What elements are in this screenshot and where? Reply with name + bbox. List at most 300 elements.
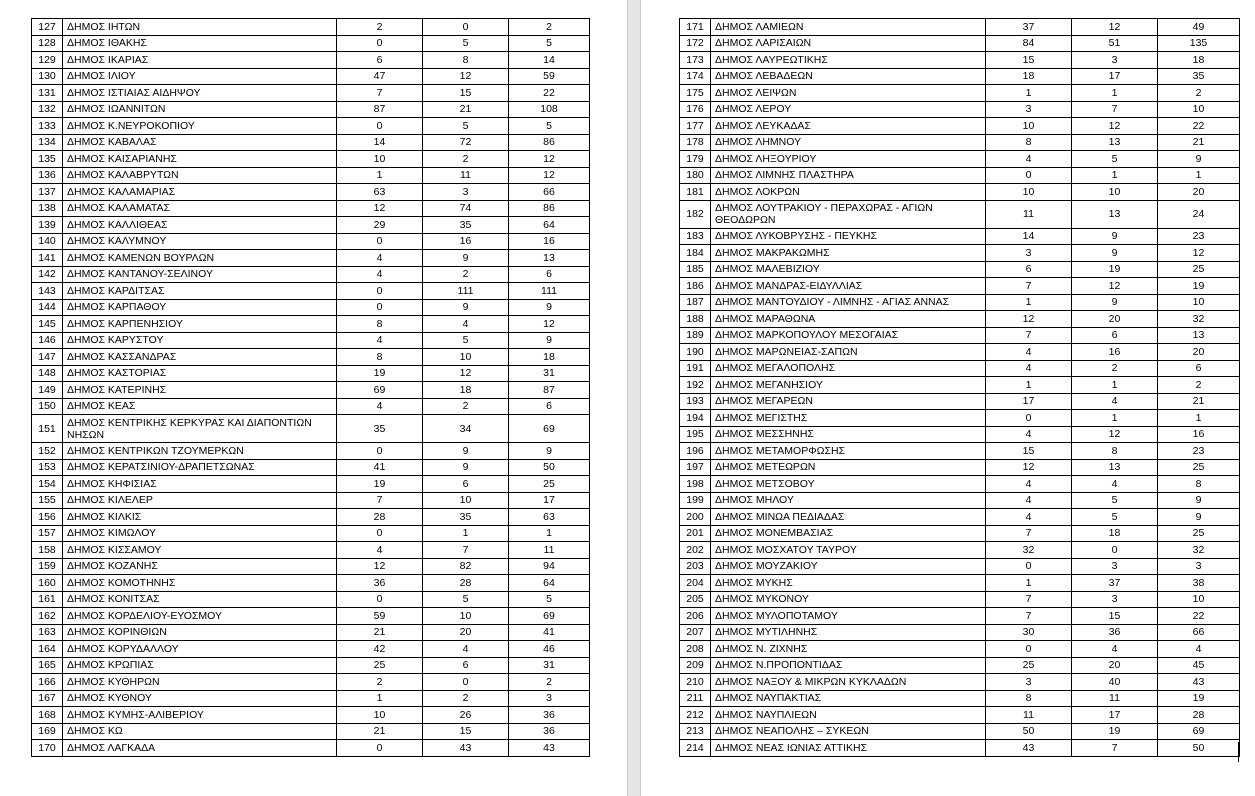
total-value: 6 — [509, 266, 590, 283]
municipality-name: ΔΗΜΟΣ ΚΑΜΕΝΩΝ ΒΟΥΡΛΩΝ — [63, 250, 337, 267]
municipality-name: ΔΗΜΟΣ ΜΟΝΕΜΒΑΣΙΑΣ — [711, 525, 986, 542]
total-value: 69 — [1158, 723, 1240, 740]
total-value: 87 — [509, 382, 590, 399]
table-row — [680, 641, 1240, 658]
value-b: 17 — [1072, 707, 1158, 724]
table-row — [680, 245, 1240, 262]
municipality-name: ΔΗΜΟΣ ΙΩΑΝΝΙΤΩΝ — [63, 101, 337, 118]
total-value: 16 — [509, 233, 590, 250]
municipality-name: ΔΗΜΟΣ ΝΑΞΟΥ & ΜΙΚΡΩΝ ΚΥΚΛΑΔΩΝ — [711, 674, 986, 691]
municipality-name: ΔΗΜΟΣ ΛΕΥΚΑΔΑΣ — [711, 118, 986, 135]
total-value: 2 — [509, 674, 590, 691]
municipality-name: ΔΗΜΟΣ ΜΕΤΑΜΟΡΦΩΣΗΣ — [711, 443, 986, 460]
value-b: 16 — [1072, 344, 1158, 361]
value-b: 2 — [1072, 360, 1158, 377]
table-row — [32, 101, 590, 118]
total-value: 2 — [1158, 377, 1240, 394]
total-value: 25 — [1158, 525, 1240, 542]
table-row — [680, 674, 1240, 691]
total-value: 10 — [1158, 294, 1240, 311]
total-value: 46 — [509, 641, 590, 658]
value-a: 11 — [986, 707, 1072, 724]
row-number: 128 — [32, 35, 63, 52]
value-b: 11 — [423, 167, 509, 184]
municipality-name: ΔΗΜΟΣ ΚΑΝΤΑΝΟΥ-ΣΕΛΙΝΟΥ — [63, 266, 337, 283]
municipality-name: ΔΗΜΟΣ ΜΟΥΖΑΚΙΟΥ — [711, 558, 986, 575]
value-a: 15 — [986, 443, 1072, 460]
value-b: 6 — [423, 476, 509, 493]
row-number: 158 — [32, 542, 63, 559]
value-a: 28 — [337, 509, 423, 526]
table-row — [32, 19, 590, 36]
text-cursor — [1238, 742, 1239, 762]
municipality-name: ΔΗΜΟΣ ΚΗΦΙΣΙΑΣ — [63, 476, 337, 493]
row-number: 212 — [680, 707, 711, 724]
table-row — [680, 261, 1240, 278]
value-a: 0 — [337, 233, 423, 250]
value-a: 30 — [986, 624, 1072, 641]
municipality-name: ΔΗΜΟΣ ΜΑΡΩΝΕΙΑΣ-ΣΑΠΩΝ — [711, 344, 986, 361]
total-value: 9 — [1158, 509, 1240, 526]
row-number: 162 — [32, 608, 63, 625]
value-a: 7 — [986, 525, 1072, 542]
value-b: 9 — [423, 459, 509, 476]
value-b: 37 — [1072, 575, 1158, 592]
row-number: 152 — [32, 443, 63, 460]
table-row — [32, 542, 590, 559]
row-number: 159 — [32, 558, 63, 575]
row-number: 207 — [680, 624, 711, 641]
table-row — [680, 344, 1240, 361]
value-a: 4 — [337, 542, 423, 559]
row-number: 173 — [680, 52, 711, 69]
row-number: 189 — [680, 327, 711, 344]
row-number: 205 — [680, 591, 711, 608]
total-value: 43 — [1158, 674, 1240, 691]
total-value: 64 — [509, 575, 590, 592]
municipality-name: ΔΗΜΟΣ ΜΗΛΟΥ — [711, 492, 986, 509]
total-value: 1 — [509, 525, 590, 542]
municipality-name: ΔΗΜΟΣ ΚΑΤΕΡΙΝΗΣ — [63, 382, 337, 399]
value-a: 1 — [986, 294, 1072, 311]
value-a: 19 — [337, 365, 423, 382]
table-row — [680, 101, 1240, 118]
table-row — [32, 365, 590, 382]
value-a: 8 — [986, 134, 1072, 151]
row-number: 137 — [32, 184, 63, 201]
table-row — [32, 134, 590, 151]
municipality-name: ΔΗΜΟΣ ΝΕΑΣ ΙΩΝΙΑΣ ΑΤΤΙΚΗΣ — [711, 740, 986, 757]
row-number: 134 — [32, 134, 63, 151]
row-number: 187 — [680, 294, 711, 311]
value-b: 34 — [423, 415, 509, 443]
table-row — [680, 525, 1240, 542]
value-b: 5 — [423, 332, 509, 349]
row-number: 194 — [680, 410, 711, 427]
municipality-name: ΔΗΜΟΣ ΚΑΡΠΕΝΗΣΙΟΥ — [63, 316, 337, 333]
table-row — [680, 740, 1240, 757]
table-row — [680, 85, 1240, 102]
total-value: 11 — [509, 542, 590, 559]
municipality-name: ΔΗΜΟΣ ΛΗΞΟΥΡΙΟΥ — [711, 151, 986, 168]
value-b: 12 — [1072, 19, 1158, 36]
table-row — [32, 299, 590, 316]
table-row — [680, 35, 1240, 52]
value-b: 9 — [423, 250, 509, 267]
table-row — [32, 250, 590, 267]
row-number: 208 — [680, 641, 711, 658]
municipality-name: ΔΗΜΟΣ ΛΟΥΤΡΑΚΙΟΥ - ΠΕΡΑΧΩΡΑΣ - ΑΓΙΩΝ ΘΕΟΔΩΡΩΝ — [711, 200, 986, 228]
value-b: 17 — [1072, 68, 1158, 85]
value-b: 82 — [423, 558, 509, 575]
value-b: 7 — [1072, 101, 1158, 118]
municipality-name: ΔΗΜΟΣ ΙΚΑΡΙΑΣ — [63, 52, 337, 69]
row-number: 161 — [32, 591, 63, 608]
row-number: 148 — [32, 365, 63, 382]
row-number: 156 — [32, 509, 63, 526]
value-a: 0 — [986, 410, 1072, 427]
table-row — [680, 278, 1240, 295]
row-number: 164 — [32, 641, 63, 658]
municipality-name: ΔΗΜΟΣ Ν. ΖΙΧΝΗΣ — [711, 641, 986, 658]
total-value: 14 — [509, 52, 590, 69]
value-a: 11 — [986, 200, 1072, 228]
row-number: 167 — [32, 690, 63, 707]
table-row — [32, 349, 590, 366]
value-a: 14 — [986, 228, 1072, 245]
value-a: 18 — [986, 68, 1072, 85]
municipality-name: ΔΗΜΟΣ ΜΕΓΑΛΟΠΟΛΗΣ — [711, 360, 986, 377]
total-value: 64 — [509, 217, 590, 234]
value-b: 15 — [423, 723, 509, 740]
value-b: 5 — [1072, 509, 1158, 526]
table-row — [32, 476, 590, 493]
value-a: 19 — [337, 476, 423, 493]
row-number: 201 — [680, 525, 711, 542]
row-number: 204 — [680, 575, 711, 592]
row-number: 179 — [680, 151, 711, 168]
total-value: 32 — [1158, 542, 1240, 559]
total-value: 12 — [1158, 245, 1240, 262]
table-row — [680, 492, 1240, 509]
municipality-name: ΔΗΜΟΣ ΚΙΛΚΙΣ — [63, 509, 337, 526]
total-value: 22 — [1158, 608, 1240, 625]
table-row — [680, 624, 1240, 641]
value-b: 10 — [423, 492, 509, 509]
table-row — [32, 575, 590, 592]
total-value: 25 — [1158, 261, 1240, 278]
value-b: 9 — [1072, 228, 1158, 245]
value-b: 1 — [1072, 167, 1158, 184]
total-value: 41 — [509, 624, 590, 641]
municipality-name: ΔΗΜΟΣ ΛΑΜΙΕΩΝ — [711, 19, 986, 36]
municipality-name: ΔΗΜΟΣ ΚΕΑΣ — [63, 398, 337, 415]
municipality-name: ΔΗΜΟΣ ΚΑΣΣΑΝΔΡΑΣ — [63, 349, 337, 366]
total-value: 21 — [1158, 393, 1240, 410]
total-value: 66 — [509, 184, 590, 201]
municipality-name: ΔΗΜΟΣ ΜΥΚΗΣ — [711, 575, 986, 592]
value-b: 36 — [1072, 624, 1158, 641]
value-b: 12 — [1072, 278, 1158, 295]
value-b: 9 — [423, 443, 509, 460]
row-number: 198 — [680, 476, 711, 493]
municipality-name: ΔΗΜΟΣ ΙΘΑΚΗΣ — [63, 35, 337, 52]
value-b: 13 — [1072, 459, 1158, 476]
value-b: 13 — [1072, 200, 1158, 228]
total-value: 9 — [1158, 151, 1240, 168]
value-a: 12 — [337, 200, 423, 217]
value-a: 41 — [337, 459, 423, 476]
value-a: 4 — [986, 344, 1072, 361]
total-value: 25 — [509, 476, 590, 493]
municipality-name: ΔΗΜΟΣ ΛΗΜΝΟΥ — [711, 134, 986, 151]
value-b: 2 — [423, 266, 509, 283]
table-row — [32, 167, 590, 184]
table-row — [32, 398, 590, 415]
table-row — [32, 85, 590, 102]
value-b: 10 — [423, 349, 509, 366]
table-row — [32, 608, 590, 625]
value-b: 20 — [1072, 657, 1158, 674]
table-row — [680, 443, 1240, 460]
total-value: 10 — [1158, 101, 1240, 118]
value-a: 47 — [337, 68, 423, 85]
row-number: 141 — [32, 250, 63, 267]
municipality-name: ΔΗΜΟΣ ΚΩ — [63, 723, 337, 740]
table-row — [680, 476, 1240, 493]
total-value: 43 — [509, 740, 590, 757]
table-row — [32, 217, 590, 234]
row-number: 140 — [32, 233, 63, 250]
row-number: 166 — [32, 674, 63, 691]
total-value: 108 — [509, 101, 590, 118]
table-row — [32, 332, 590, 349]
table-row — [680, 459, 1240, 476]
total-value: 59 — [509, 68, 590, 85]
row-number: 188 — [680, 311, 711, 328]
table-row — [32, 657, 590, 674]
total-value: 2 — [509, 19, 590, 36]
municipalities-table-left — [31, 18, 590, 757]
value-a: 2 — [337, 19, 423, 36]
value-b: 7 — [1072, 740, 1158, 757]
table-row — [680, 134, 1240, 151]
value-b: 12 — [423, 68, 509, 85]
total-value: 19 — [1158, 278, 1240, 295]
municipality-name: ΔΗΜΟΣ ΜΕΤΣΟΒΟΥ — [711, 476, 986, 493]
total-value: 45 — [1158, 657, 1240, 674]
total-value: 13 — [509, 250, 590, 267]
municipality-name: ΔΗΜΟΣ ΚΑΡΥΣΤΟΥ — [63, 332, 337, 349]
value-b: 4 — [1072, 476, 1158, 493]
table-row — [680, 52, 1240, 69]
row-number: 165 — [32, 657, 63, 674]
table-row — [680, 360, 1240, 377]
value-a: 59 — [337, 608, 423, 625]
value-b: 5 — [423, 118, 509, 135]
total-value: 5 — [509, 35, 590, 52]
municipality-name: ΔΗΜΟΣ ΜΟΣΧΑΤΟΥ ΤΑΥΡΟΥ — [711, 542, 986, 559]
value-a: 3 — [986, 674, 1072, 691]
row-number: 186 — [680, 278, 711, 295]
value-b: 0 — [423, 19, 509, 36]
value-a: 0 — [337, 591, 423, 608]
value-a: 4 — [337, 266, 423, 283]
value-b: 74 — [423, 200, 509, 217]
page-gutter — [627, 0, 641, 796]
value-a: 4 — [337, 398, 423, 415]
row-number: 176 — [680, 101, 711, 118]
row-number: 185 — [680, 261, 711, 278]
value-b: 15 — [423, 85, 509, 102]
row-number: 142 — [32, 266, 63, 283]
value-b: 6 — [423, 657, 509, 674]
total-value: 9 — [1158, 492, 1240, 509]
value-b: 5 — [1072, 151, 1158, 168]
row-number: 210 — [680, 674, 711, 691]
value-a: 8 — [337, 316, 423, 333]
value-b: 3 — [1072, 558, 1158, 575]
total-value: 5 — [509, 118, 590, 135]
table-row — [32, 151, 590, 168]
value-a: 87 — [337, 101, 423, 118]
value-a: 43 — [986, 740, 1072, 757]
row-number: 183 — [680, 228, 711, 245]
row-number: 168 — [32, 707, 63, 724]
municipality-name: ΔΗΜΟΣ ΜΑΛΕΒΙΖΙΟΥ — [711, 261, 986, 278]
total-value: 18 — [509, 349, 590, 366]
value-b: 1 — [1072, 410, 1158, 427]
municipality-name: ΔΗΜΟΣ ΛΕΙΨΩΝ — [711, 85, 986, 102]
value-a: 6 — [986, 261, 1072, 278]
value-a: 0 — [337, 740, 423, 757]
value-a: 10 — [986, 118, 1072, 135]
value-a: 7 — [986, 608, 1072, 625]
value-a: 0 — [337, 525, 423, 542]
table-row — [32, 266, 590, 283]
row-number: 131 — [32, 85, 63, 102]
table-row — [32, 283, 590, 300]
table-row — [32, 723, 590, 740]
row-number: 150 — [32, 398, 63, 415]
value-b: 10 — [1072, 184, 1158, 201]
total-value: 32 — [1158, 311, 1240, 328]
value-a: 0 — [337, 443, 423, 460]
row-number: 144 — [32, 299, 63, 316]
value-a: 7 — [986, 278, 1072, 295]
row-number: 169 — [32, 723, 63, 740]
value-a: 1 — [337, 167, 423, 184]
row-number: 155 — [32, 492, 63, 509]
table-row — [32, 624, 590, 641]
value-b: 3 — [423, 184, 509, 201]
municipality-name: ΔΗΜΟΣ ΛΕΒΑΔΕΩΝ — [711, 68, 986, 85]
value-a: 4 — [986, 476, 1072, 493]
municipality-name: ΔΗΜΟΣ Κ.ΝΕΥΡΟΚΟΠΙΟΥ — [63, 118, 337, 135]
total-value: 3 — [509, 690, 590, 707]
row-number: 170 — [32, 740, 63, 757]
table-row — [32, 525, 590, 542]
total-value: 21 — [1158, 134, 1240, 151]
table-row — [32, 52, 590, 69]
total-value: 35 — [1158, 68, 1240, 85]
value-a: 0 — [337, 283, 423, 300]
value-a: 8 — [986, 690, 1072, 707]
value-b: 4 — [1072, 641, 1158, 658]
municipality-name: ΔΗΜΟΣ ΛΑΓΚΑΔΑ — [63, 740, 337, 757]
value-b: 5 — [423, 35, 509, 52]
table-row — [32, 674, 590, 691]
row-number: 127 — [32, 19, 63, 36]
municipality-name: ΔΗΜΟΣ ΛΑΡΙΣΑΙΩΝ — [711, 35, 986, 52]
municipality-name: ΔΗΜΟΣ ΚΥΜΗΣ-ΑΛΙΒΕΡΙΟΥ — [63, 707, 337, 724]
row-number: 209 — [680, 657, 711, 674]
value-a: 4 — [986, 360, 1072, 377]
value-a: 25 — [337, 657, 423, 674]
value-b: 11 — [1072, 690, 1158, 707]
value-b: 5 — [423, 591, 509, 608]
row-number: 172 — [680, 35, 711, 52]
value-a: 0 — [986, 641, 1072, 658]
municipality-name: ΔΗΜΟΣ ΛΑΥΡΕΩΤΙΚΗΣ — [711, 52, 986, 69]
table-row — [680, 377, 1240, 394]
value-a: 4 — [337, 332, 423, 349]
table-row — [680, 393, 1240, 410]
municipality-name: ΔΗΜΟΣ ΜΑΚΡΑΚΩΜΗΣ — [711, 245, 986, 262]
row-number: 130 — [32, 68, 63, 85]
row-number: 203 — [680, 558, 711, 575]
table-row — [680, 542, 1240, 559]
municipality-name: ΔΗΜΟΣ ΛΥΚΟΒΡΥΣΗΣ - ΠΕΥΚΗΣ — [711, 228, 986, 245]
total-value: 23 — [1158, 443, 1240, 460]
value-b: 4 — [1072, 393, 1158, 410]
municipality-name: ΔΗΜΟΣ ΚΟΡΔΕΛΙΟΥ-ΕΥΟΣΜΟΥ — [63, 608, 337, 625]
total-value: 4 — [1158, 641, 1240, 658]
value-b: 43 — [423, 740, 509, 757]
table-row — [32, 200, 590, 217]
total-value: 38 — [1158, 575, 1240, 592]
total-value: 63 — [509, 509, 590, 526]
value-b: 15 — [1072, 608, 1158, 625]
municipality-name: ΔΗΜΟΣ ΚΑΡΠΑΘΟΥ — [63, 299, 337, 316]
table-row — [680, 167, 1240, 184]
municipality-name: ΔΗΜΟΣ ΙΗΤΩΝ — [63, 19, 337, 36]
table-row — [680, 19, 1240, 36]
row-number: 181 — [680, 184, 711, 201]
row-number: 145 — [32, 316, 63, 333]
municipality-name: ΔΗΜΟΣ ΚΙΜΩΛΟΥ — [63, 525, 337, 542]
document-page-right — [641, 0, 1255, 796]
value-b: 1 — [1072, 377, 1158, 394]
value-b: 26 — [423, 707, 509, 724]
value-b: 21 — [423, 101, 509, 118]
value-a: 4 — [986, 151, 1072, 168]
value-a: 69 — [337, 382, 423, 399]
table-row — [32, 740, 590, 757]
municipality-name: ΔΗΜΟΣ ΜΙΝΩΑ ΠΕΔΙΑΔΑΣ — [711, 509, 986, 526]
row-number: 135 — [32, 151, 63, 168]
value-a: 7 — [337, 85, 423, 102]
municipality-name: ΔΗΜΟΣ ΚΙΛΕΛΕΡ — [63, 492, 337, 509]
table-row — [680, 410, 1240, 427]
table-row — [32, 415, 590, 443]
table-row — [680, 311, 1240, 328]
value-b: 13 — [1072, 134, 1158, 151]
municipalities-table-right — [679, 18, 1240, 757]
value-b: 1 — [423, 525, 509, 542]
municipality-name: ΔΗΜΟΣ ΜΥΛΟΠΟΤΑΜΟΥ — [711, 608, 986, 625]
total-value: 6 — [1158, 360, 1240, 377]
